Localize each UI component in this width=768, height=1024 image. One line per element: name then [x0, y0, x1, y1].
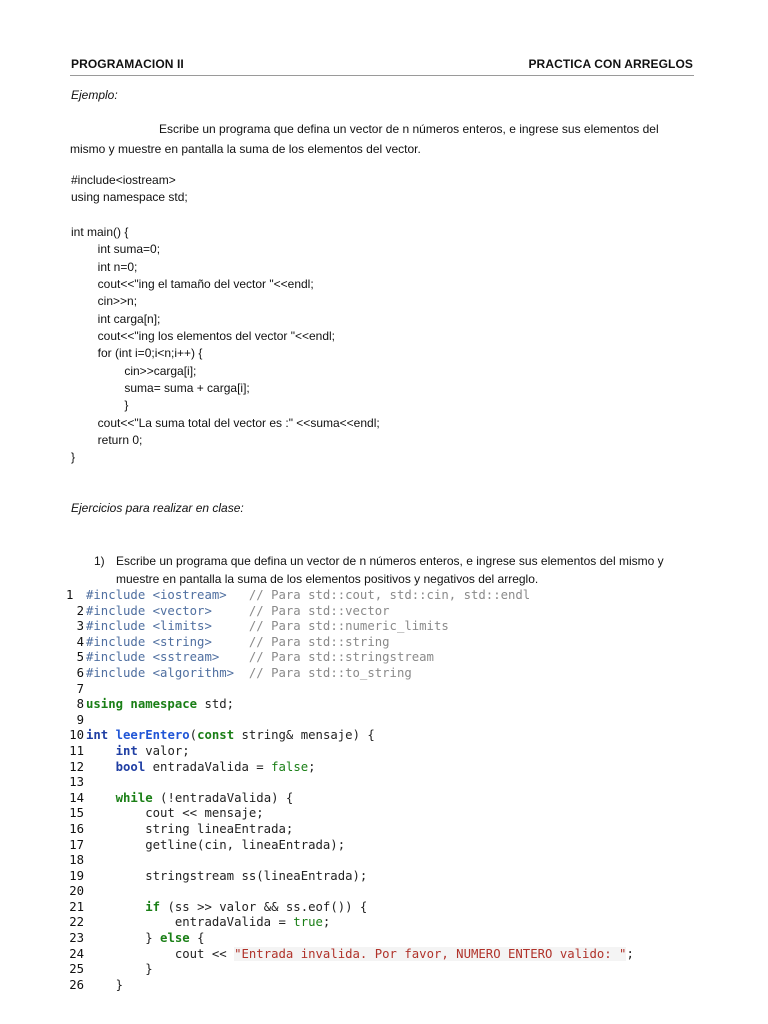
line-number: 18 — [69, 853, 84, 868]
line-number: 21 — [69, 899, 84, 914]
code-text: entradaValida = — [145, 759, 272, 774]
code-line-20 — [66, 884, 634, 900]
intro-line-1: Escribe un programa que defina un vector de n números enteros, e ingrese sus elementos del — [159, 122, 659, 136]
code-comment: // Para std::to_string — [234, 665, 412, 680]
header-left-title: PROGRAMACION II — [71, 57, 184, 71]
code-line-6 — [66, 666, 634, 682]
code-text: ( — [189, 728, 198, 743]
header-rule — [70, 75, 694, 76]
code-indent — [86, 760, 116, 774]
code-line-24 — [66, 947, 634, 963]
line-number: 6 — [76, 665, 84, 680]
line-number: 24 — [69, 946, 84, 961]
code-text: } — [86, 962, 153, 977]
exercise-line-1: Escribe un programa que defina un vector de n números enteros, e ingrese sus elementos del mismo y — [116, 554, 664, 568]
code-comment: // Para std::vector — [211, 603, 390, 618]
code-text: string lineaEntrada; — [86, 821, 294, 836]
code-line-12 — [66, 760, 634, 776]
line-number: 4 — [76, 634, 84, 649]
code-text: } — [86, 931, 161, 946]
code-line-8 — [66, 697, 634, 713]
example-code-line: cout<<"La suma total del vector es :" <<suma<<endl; — [71, 416, 380, 430]
code-comment: // Para std::numeric_limits — [211, 619, 449, 634]
example-code-line: int suma=0; — [71, 242, 161, 256]
example-code-line: int carga[n]; — [71, 312, 161, 326]
code-keyword: if — [145, 899, 161, 914]
code-line-15 — [66, 806, 634, 822]
code-function-name: leerEntero — [115, 728, 190, 743]
code-keyword: using namespace — [86, 697, 198, 712]
example-code-line: for (int i=0;i<n;i++) { — [71, 346, 203, 360]
ejemplo-heading: Ejemplo: — [71, 88, 118, 102]
line-number: 11 — [69, 743, 84, 758]
code-line-7 — [66, 682, 634, 698]
line-number: 25 — [69, 962, 84, 977]
code-line-26 — [66, 978, 634, 994]
code-text: string& mensaje) { — [234, 728, 375, 743]
code-listing — [66, 588, 634, 993]
example-code-line: int main() { — [71, 225, 129, 239]
code-type: bool — [115, 759, 146, 774]
line-number: 22 — [69, 915, 84, 930]
code-text: } — [86, 977, 124, 992]
code-indent — [86, 791, 116, 805]
example-code-line: cin>>carga[i]; — [71, 364, 197, 378]
line-number: 3 — [76, 619, 84, 634]
code-text: valor; — [137, 743, 190, 758]
line-number: 9 — [76, 712, 84, 727]
code-literal: false — [271, 759, 309, 774]
preprocessor-include: #include <string> — [86, 634, 212, 649]
code-line-4 — [66, 635, 634, 651]
code-line-22 — [66, 915, 634, 931]
line-number: 10 — [69, 728, 84, 743]
code-text: getline(cin, lineaEntrada); — [86, 837, 346, 852]
preprocessor-include: #include <sstream> — [86, 650, 220, 665]
code-text: ; — [322, 915, 331, 930]
code-comment: // Para std::cout, std::cin, std::endl — [226, 588, 531, 602]
intro-paragraph — [70, 119, 695, 159]
preprocessor-include: #include <algorithm> — [86, 665, 235, 680]
code-text: cout << — [86, 946, 235, 961]
code-text: cout << mensaje; — [86, 806, 264, 821]
example-code-line: cout<<"ing los elementos del vector "<<endl; — [71, 329, 336, 343]
code-keyword: else — [160, 931, 190, 946]
code-line-9 — [66, 713, 634, 729]
code-literal: true — [293, 915, 323, 930]
code-line-18 — [66, 853, 634, 869]
code-text: ; — [626, 946, 634, 961]
line-number: 20 — [69, 884, 84, 899]
line-number: 8 — [76, 697, 84, 712]
example-code-line: } — [71, 398, 129, 412]
line-number: 12 — [69, 759, 84, 774]
code-line-19 — [66, 869, 634, 885]
code-line-10 — [66, 728, 634, 744]
code-line-13 — [66, 775, 634, 791]
line-number: 19 — [69, 868, 84, 883]
line-number: 17 — [69, 837, 84, 852]
preprocessor-include: #include <limits> — [86, 619, 212, 634]
line-number: 5 — [76, 650, 84, 665]
code-line-21 — [66, 900, 634, 916]
code-line-3 — [66, 619, 634, 635]
code-string: "Entrada invalida. Por favor, NUMERO ENTERO valido: " — [234, 946, 627, 961]
code-line-23 — [66, 931, 634, 947]
code-indent — [86, 900, 145, 914]
ejercicios-heading: Ejercicios para realizar en clase: — [71, 501, 244, 515]
code-keyword: while — [115, 790, 153, 805]
example-code-line: #include<iostream> — [71, 173, 176, 187]
code-line-16 — [66, 822, 634, 838]
line-number: 1 — [66, 588, 74, 602]
code-line-14 — [66, 791, 634, 807]
code-line-25 — [66, 962, 634, 978]
code-line-5 — [66, 650, 634, 666]
code-line-11 — [66, 744, 634, 760]
example-code-line: suma= suma + carga[i]; — [71, 381, 250, 395]
code-text: (ss >> valor && ss.eof()) { — [160, 899, 368, 914]
line-number: 2 — [76, 603, 84, 618]
line-number: 23 — [69, 931, 84, 946]
code-text: { — [189, 931, 205, 946]
example-code-line: return 0; — [71, 433, 143, 447]
preprocessor-include: #include <vector> — [86, 603, 212, 618]
line-number: 13 — [69, 775, 84, 790]
code-line-17 — [66, 838, 634, 854]
line-number: 15 — [69, 806, 84, 821]
code-text: ; — [308, 759, 316, 774]
code-keyword: const — [197, 728, 235, 743]
code-line-1 — [66, 588, 634, 604]
code-comment: // Para std::string — [211, 634, 390, 649]
code-line-2 — [66, 604, 634, 620]
line-number: 16 — [69, 821, 84, 836]
line-number: 7 — [76, 681, 84, 696]
code-text: stringstream ss(lineaEntrada); — [86, 868, 368, 883]
code-text: (!entradaValida) { — [152, 790, 294, 805]
example-code-line: using namespace std; — [71, 190, 188, 204]
code-type: int — [115, 743, 138, 758]
example-code-line: cout<<"ing el tamaño del vector "<<endl; — [71, 277, 314, 291]
line-number: 26 — [69, 977, 84, 992]
code-text: std; — [197, 697, 235, 712]
intro-line-2: mismo y muestre en pantalla la suma de los elementos del vector. — [70, 142, 421, 156]
code-comment: // Para std::stringstream — [219, 650, 434, 665]
example-code-line: } — [71, 450, 76, 464]
example-code-line: int n=0; — [71, 260, 138, 274]
preprocessor-include: #include <iostream> — [86, 588, 227, 602]
header-right-title: PRACTICA CON ARREGLOS — [528, 57, 693, 71]
exercise-number: 1) — [94, 554, 105, 568]
exercise-line-2: muestre en pantalla la suma de los elementos positivos y negativos del arreglo. — [116, 572, 539, 586]
code-indent — [86, 744, 116, 758]
example-code-line: cin>>n; — [71, 294, 138, 308]
line-number: 14 — [69, 790, 84, 805]
code-type: int — [86, 728, 109, 743]
code-text: entradaValida = — [86, 915, 294, 930]
